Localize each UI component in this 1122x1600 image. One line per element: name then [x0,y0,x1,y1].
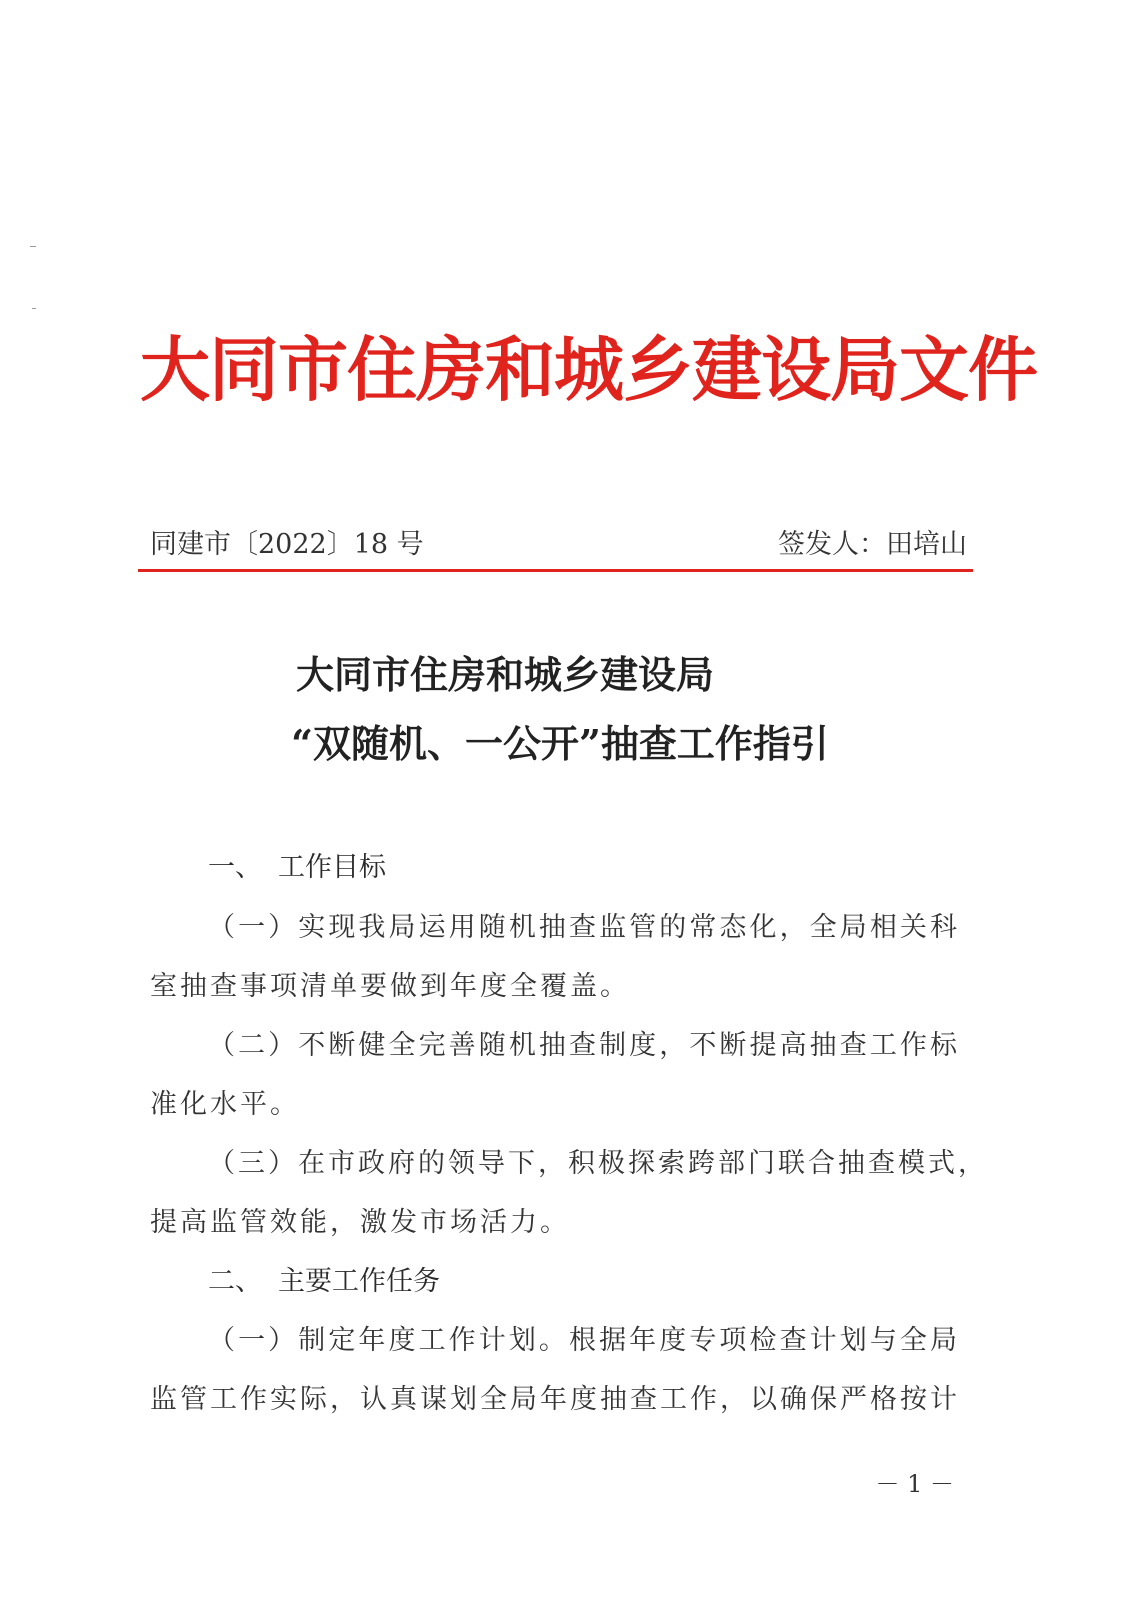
paragraph-line: 监管工作实际，认真谋划全局年度抽查工作，以确保严格按计 [150,1384,960,1415]
page-number: － 1 － [875,1470,954,1498]
red-divider [138,569,973,572]
paragraph-line: （二）不断健全完善随机抽查制度，不断提高抽查工作标 [208,1030,960,1061]
document-number: 同建市〔2022〕18 号 [150,529,424,560]
paragraph-line: （三）在市政府的领导下，积极探索跨部门联合抽查模式， [208,1148,988,1179]
scan-mark [32,308,36,309]
paragraph-line: 室抽查事项清单要做到年度全覆盖。 [150,971,630,1002]
section-number: 一、 [208,852,262,883]
section-title: 主要工作任务 [278,1266,440,1297]
issuer-header: 大同市住房和城乡建设局文件 [140,328,1037,411]
signer: 签发人：田培山 [778,529,967,560]
scan-mark [30,246,36,247]
paragraph-line: （一）制定年度工作计划。根据年度专项检查计划与全局 [208,1325,960,1356]
document-title-line-2: “双随机、一公开”抽查工作指引 [291,721,829,766]
paragraph-line: （一）实现我局运用随机抽查监管的常态化，全局相关科 [208,912,960,943]
document-title-line-1: 大同市住房和城乡建设局 [295,652,714,697]
section-number: 二、 [208,1266,262,1297]
section-title: 工作目标 [278,852,386,883]
paragraph-line: 提高监管效能，激发市场活力。 [150,1207,570,1238]
section-heading [208,1268,440,1295]
paragraph-line: 准化水平。 [150,1089,300,1120]
section-heading [208,854,386,881]
